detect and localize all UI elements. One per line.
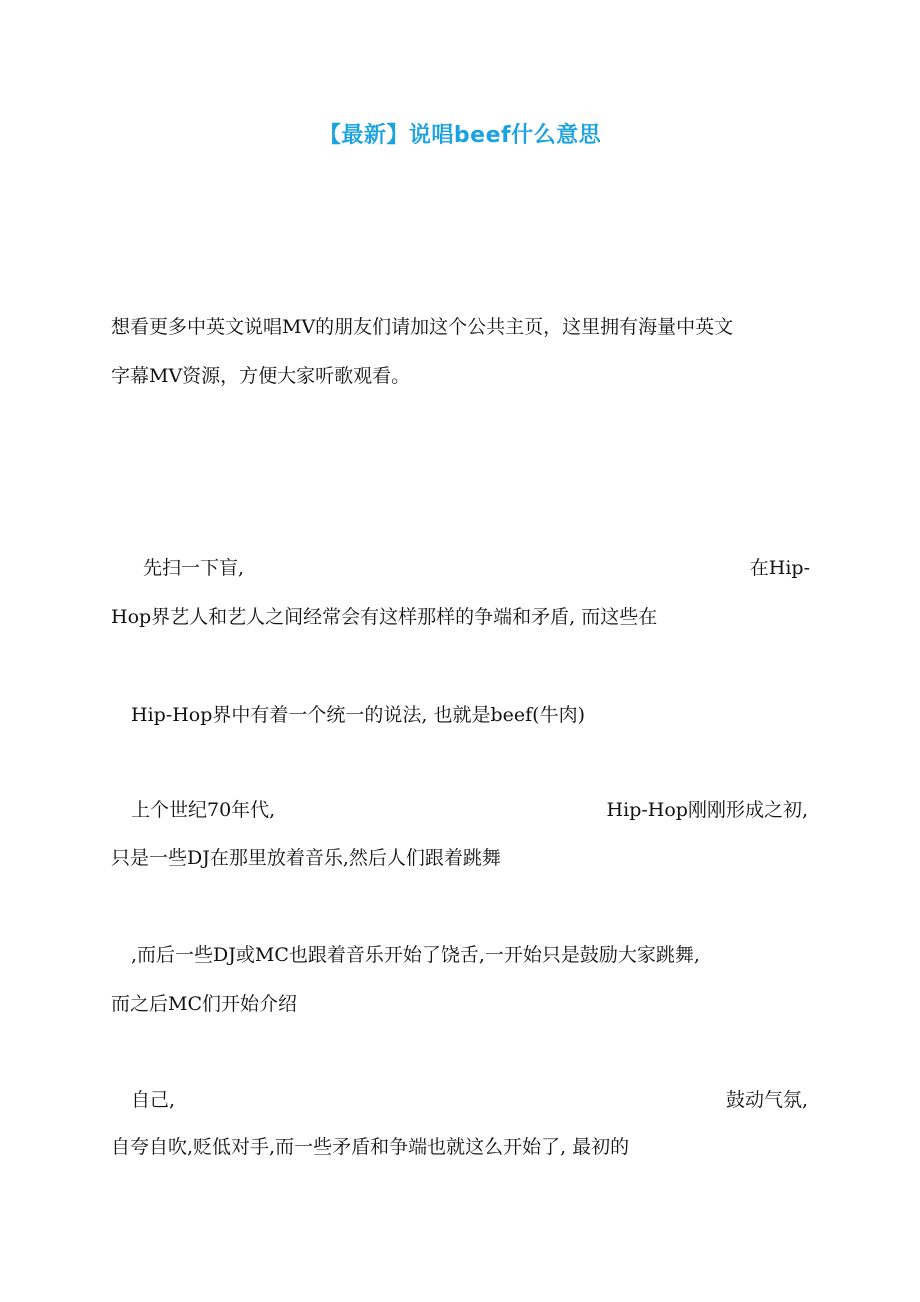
paragraph-2: Hip-Hop界中有着一个统一的说法, 也就是beef(牛肉) bbox=[131, 704, 585, 726]
paragraph-5-line-2: 自夸自吹,贬低对手,而一些矛盾和争端也就这么开始了, 最初的 bbox=[111, 1136, 630, 1158]
paragraph-1-line-2: Hop界艺人和艺人之间经常会有这样那样的争端和矛盾, 而这些在 bbox=[111, 606, 658, 628]
paragraph-1-left: 先扫一下盲, bbox=[143, 557, 245, 579]
intro-line-2: 字幕MV资源，方便大家听歌观看。 bbox=[111, 365, 411, 387]
paragraph-3-right: Hip-Hop刚刚形成之初, bbox=[606, 799, 808, 821]
paragraph-4-line-1: ,而后一些DJ或MC也跟着音乐开始了饶舌,一开始只是鼓励大家跳舞, bbox=[131, 944, 700, 966]
paragraph-4-line-2: 而之后MC们开始介绍 bbox=[111, 993, 297, 1015]
intro-line-1: 想看更多中英文说唱MV的朋友们请加这个公共主页，这里拥有海量中英文 bbox=[111, 316, 734, 338]
paragraph-5-left: 自己, bbox=[131, 1089, 176, 1111]
paragraph-1-right: 在Hip- bbox=[749, 557, 810, 579]
paragraph-3-line-2: 只是一些DJ在那里放着音乐,然后人们跟着跳舞 bbox=[111, 847, 501, 869]
paragraph-3-left: 上个世纪70年代, bbox=[131, 799, 276, 821]
page-title: 【最新】说唱beef什么意思 bbox=[318, 123, 602, 148]
paragraph-5-right: 鼓动气氛, bbox=[725, 1089, 808, 1111]
